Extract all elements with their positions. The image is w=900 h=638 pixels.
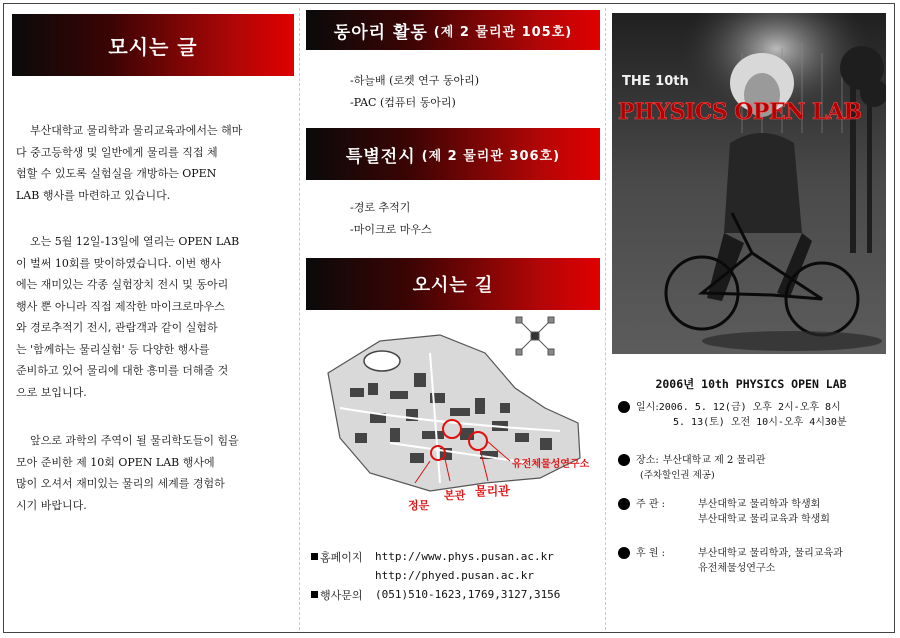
event-title: 2006년 10th PHYSICS OPEN LAB (655, 377, 847, 391)
club-heading: 동아리 활동 (333, 22, 428, 43)
cover-title: PHYSICS OPEN LAB (618, 99, 862, 125)
text-line: LAB 행사를 마련하고 있습니다. (16, 188, 171, 202)
contact-label: 행사문의 (320, 588, 363, 602)
sponsor-line-1: 부산대학교 물리학과, 물리교육과 (698, 548, 843, 559)
invitation-paragraph-2 (16, 231, 284, 403)
square-bullet-icon (311, 591, 318, 598)
text-line: 오는 5월 12일-13일에 열리는 OPEN LAB (30, 235, 240, 248)
text-line: 앞으로 과학의 주역이 될 물리학도들이 힘을 (30, 434, 239, 447)
list-item: -마이크로 마우스 (350, 223, 432, 236)
cover-photo (612, 13, 886, 354)
place-label: 장소: (636, 455, 659, 466)
fold-line (299, 8, 300, 630)
bullet-icon (618, 547, 630, 559)
text-line: 시기 바랍니다. (16, 498, 87, 512)
contact-phone: (051)510-1623,1769,3127,3156 (375, 588, 561, 601)
sponsor-block (618, 546, 890, 576)
campus-map (310, 313, 595, 525)
date-line-2: 5. 13(토) 오전 10시-오후 4시30분 (673, 417, 847, 428)
contact-block (311, 547, 560, 604)
date-line-1: 2006. 5. 12(금) 오후 2시-오후 8시 (658, 402, 841, 413)
text-line: 와 경로추적기 전시, 관람객과 같이 실험하 (16, 321, 218, 334)
text-line: 이 벌써 10회를 맞이하였습니다. 이번 행사 (16, 256, 221, 270)
text-line: 는 '함께하는 물리실험' 등 다양한 행사를 (16, 342, 210, 356)
host-block (618, 497, 890, 527)
text-line: 많이 오셔서 재미있는 물리의 세계를 경험하 (16, 477, 225, 490)
host-line-1: 부산대학교 물리학과 학생회 (698, 499, 821, 510)
place-note: (주차할인권 제공) (640, 470, 715, 481)
directions-banner (306, 258, 600, 310)
bullet-icon (618, 454, 630, 466)
invitation-paragraph-3 (16, 430, 284, 516)
text-line: 다 중고등학생 및 일반에게 물리를 직접 체 (16, 145, 218, 159)
text-line: 부산대학교 물리학과 물리교육과에서는 해마 (30, 124, 243, 137)
homepage-row (311, 547, 560, 566)
homepage-url-2[interactable]: http://phyed.pusan.ac.kr (375, 569, 534, 582)
invitation-heading: 모시는 글 (108, 34, 198, 59)
homepage-row-2 (311, 566, 560, 585)
club-banner (306, 10, 600, 50)
square-bullet-icon (311, 553, 318, 560)
map-label-institute: 유전체물성연구소 (512, 459, 590, 470)
place-block (618, 453, 890, 483)
cover-edition: THE 10th (622, 74, 689, 89)
date-label: 일시: (636, 402, 659, 413)
text-line: 행사 뿐 아니라 직접 제작한 마이크로마우스 (16, 299, 225, 313)
host-label: 주 관 : (636, 499, 666, 510)
invitation-banner (12, 14, 294, 76)
date-block (618, 400, 890, 430)
host-line-2: 부산대학교 물리교육과 학생회 (698, 514, 830, 525)
contact-row (311, 585, 560, 604)
list-item: -경로 추적기 (350, 201, 411, 214)
homepage-label: 홈페이지 (320, 550, 363, 564)
text-line: 준비하고 있어 물리에 대한 흥미를 더해줄 것 (16, 364, 229, 377)
homepage-url-1[interactable]: http://www.phys.pusan.ac.kr (375, 550, 554, 563)
list-item: -하늘배 (로켓 연구 동아리) (350, 74, 480, 87)
place-value: 부산대학교 제 2 물리관 (662, 455, 766, 466)
compass-icon (516, 317, 554, 355)
bullet-icon (618, 401, 630, 413)
text-line: 으로 보입니다. (16, 385, 87, 399)
directions-heading: 오시는 길 (412, 275, 494, 296)
text-line: 모아 준비한 제 10회 OPEN LAB 행사에 (16, 455, 215, 469)
club-list (350, 70, 479, 114)
text-line: 험할 수 있도록 실험실을 개방하는 OPEN (16, 167, 217, 180)
invitation-paragraph-1 (16, 120, 284, 206)
list-item: -PAC (컴퓨터 동아리) (350, 96, 456, 109)
map-label-main-hall: 본관 (444, 489, 466, 502)
map-label-gate: 정문 (408, 499, 430, 512)
bullet-icon (618, 498, 630, 510)
text-line: 에는 재미있는 각종 실험장치 전시 및 동아리 (16, 278, 229, 291)
map-label-physics: 물리관 (475, 484, 510, 498)
sponsor-line-2: 유전체물성연구소 (698, 563, 776, 574)
exhibit-heading: 특별전시 (345, 146, 416, 167)
sponsor-label: 후 원 : (636, 548, 666, 559)
exhibit-banner (306, 128, 600, 180)
stadium-shape (364, 351, 400, 371)
fold-line (605, 8, 606, 630)
club-location: (제 2 물리관 105호) (433, 24, 573, 40)
exhibit-location: (제 2 물리관 306호) (421, 148, 561, 164)
exhibit-list (350, 197, 432, 241)
